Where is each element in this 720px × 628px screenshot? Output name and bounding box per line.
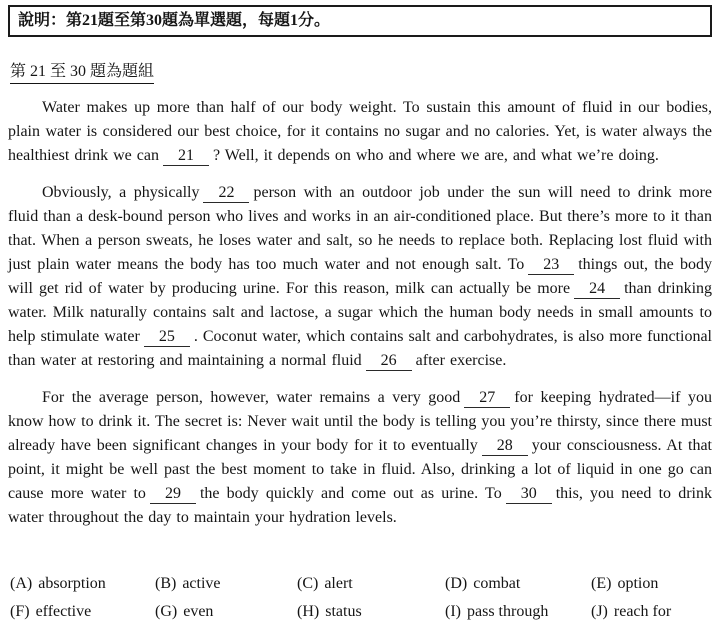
paragraph-text: your consciousness. At that point, it might be well past the best moment to take in fluid. Also, drinking a lot of liquid in one go can cause more water to [8,437,713,502]
passage [8,96,712,530]
option-I [445,600,591,624]
option-word: active [182,575,221,592]
option-E [591,572,712,596]
group-heading-wrap [10,58,712,84]
option-word: even [183,603,214,620]
blank-26: 26 [366,352,412,371]
paragraph-text: the body quickly and come out as urine. To [199,485,502,502]
paragraph-text: this, you need to drink water throughout the day to maintain your hydration levels. [8,485,712,526]
option-label: (E) [591,575,612,592]
option-word: combat [473,575,521,592]
option-label: (I) [445,603,461,620]
paragraph-text: . Coconut water, which contains salt and carbohydrates, is also more functional than water at restoring and maintaining a normal fluid [8,328,712,369]
paragraph-text: Obviously, a physically [42,184,200,201]
paragraph-text: than drinking water. Milk naturally contains salt and lactose, a sugar which the human body needs in small amounts to help stimulate water [8,280,713,345]
paragraph-text: person with an outdoor job under the sun will need to drink more fluid than a desk-bound person who lives and works in an air-conditioned place. But there’s more to it than that. When a person sweats, he loses water and salt, so he needs to replace both. Replacing lost fluid with just plain water means the body has too much water and not enough salt. To [8,184,713,273]
blank-24: 24 [574,280,620,299]
option-word: option [617,575,659,592]
paragraph-3 [8,386,712,530]
option-B [155,572,297,596]
instruction-text: 說明：第21題至第30題為單選題，每題1分。 [18,12,331,29]
option-word: absorption [38,575,106,592]
paragraph-text: For the average person, however, water remains a very good [42,389,461,406]
option-label: (C) [297,575,319,592]
option-label: (G) [155,603,178,620]
blank-25: 25 [144,328,190,347]
option-word: reach for [613,603,672,620]
blank-21: 21 [163,147,209,166]
instruction-box [8,5,712,37]
option-D [445,572,591,596]
blank-30: 30 [506,485,552,504]
option-word: status [325,603,362,620]
option-C [297,572,445,596]
option-label: (A) [10,575,33,592]
option-label: (B) [155,575,177,592]
option-A [10,572,155,596]
paragraph-1 [8,96,712,168]
group-heading: 第 21 至 30 題為題組 [10,58,154,84]
paragraph-text: after exercise. [415,352,507,369]
option-label: (F) [10,603,30,620]
blank-22: 22 [203,184,249,203]
paragraph-2 [8,181,712,373]
blank-28: 28 [482,437,528,456]
option-F [10,600,155,624]
paragraph-text: Water makes up more than half of our body weight. To sustain this amount of fluid in our bodies, plain water is considered our best choice, for it contains no sugar and no calories. Yet, is water always the healthiest drink we can [8,99,712,164]
blank-27: 27 [464,389,510,408]
paragraph-text: things out, the body will get rid of water by producing urine. For this reason, milk can actually be more [8,256,713,297]
option-J [591,600,712,624]
option-word: effective [35,603,92,620]
option-label: (H) [297,603,320,620]
blank-23: 23 [528,256,574,275]
option-word: alert [324,575,353,592]
option-label: (D) [445,575,468,592]
option-H [297,600,445,624]
option-label: (J) [591,603,608,620]
paragraph-text: for keeping hydrated—if you know how to drink it. The secret is: Never wait until the body is telling you you’re thirsty, since there must already have been significant changes in your body for it to eventually [8,389,712,454]
paragraph-text: ? Well, it depends on who and where we are, and what we’re doing. [212,147,659,164]
blank-29: 29 [150,485,196,504]
option-word: pass through [466,603,549,620]
options-grid [8,572,712,624]
option-G [155,600,297,624]
